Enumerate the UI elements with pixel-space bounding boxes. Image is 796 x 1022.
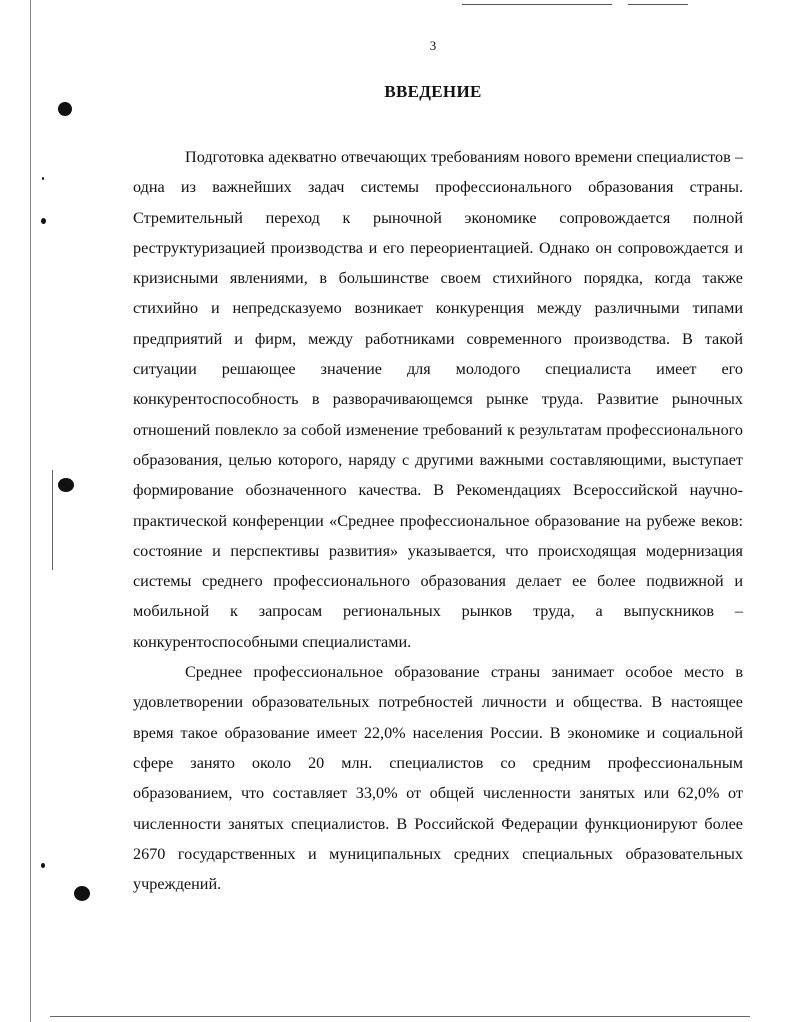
paragraph-2: Среднее профессиональное образование страны занимает особое место в удовлетворении образовательных потребностей личности и общества. В настоящее время такое образование имеет 22,0% населения России. В экономике и социальной сфере занято около 20 млн. специалистов со средним профессиональным образованием, что составляет 33,0% от общей численности занятых или 62,0% от численности занятых специалистов. В Российской Федерации функционируют более 2670 государственных и муниципальных средних специальных образовательных учреждений. (133, 663, 743, 894)
ink-blot (74, 886, 90, 901)
ink-dot (41, 218, 46, 224)
scan-line-left-inner (52, 470, 53, 570)
scan-line-top-short (628, 4, 688, 5)
ink-blot (58, 478, 74, 492)
scan-line-left (30, 0, 31, 1022)
ink-dot (41, 863, 45, 868)
paragraph-1: Подготовка адекватно отвечающих требованиям нового времени специалистов – одна из важнейших задач системы профессионального образования страны. Стремительный переход к рыночной экономике сопровождается полной реструктуризацией производства и его переориентацией. Однако он сопровождается и кризисными явлениями, в большинстве своем стихийного порядка, когда также стихийно и непредсказуемо возникает конкуренция между различными типами предприятий и фирм, между работниками современного производства. В такой ситуации решающее значение для молодого специалиста имеет его конкурентоспособность в разворачивающемся рынке труда. Развитие рыночных отношений повлекло за собой изменение требований к результатам профессионального образования, целью которого, наряду с другими важными составляющими, выступает формирование обозначенного качества. В Рекомендациях Всероссийской научно-практической конференции «Среднее профессиональное образование на рубеже веков: состояние и перспективы развития» указывается, что происходящая модернизация системы среднего профессионального образования делает ее более подвижной и мобильной к запросам региональных рынков труда, а выпускников –конкурентоспособными специалистами. (133, 148, 743, 651)
ink-blot (58, 102, 72, 116)
ink-dot (42, 177, 44, 180)
scan-line-bottom (50, 1016, 750, 1017)
body-text (133, 142, 743, 899)
page-title: ВВЕДЕНИЕ (384, 82, 482, 101)
page-number: 3 (429, 38, 437, 53)
scan-line-top (462, 4, 612, 5)
